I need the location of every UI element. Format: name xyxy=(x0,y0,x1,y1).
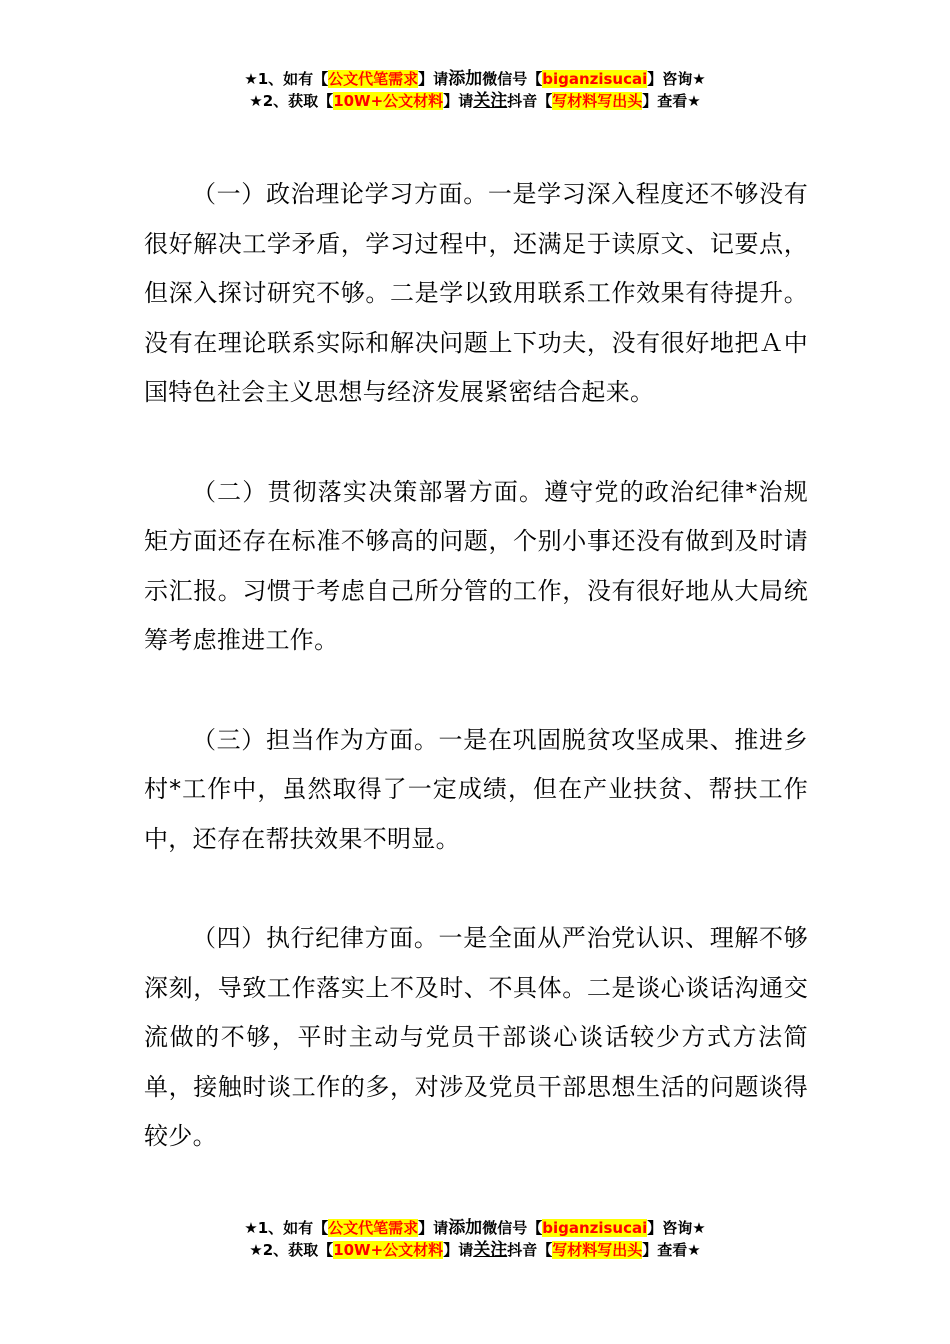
banner-text: 】请 xyxy=(443,92,474,110)
banner-highlight: 写材料写出头 xyxy=(552,1241,643,1259)
banner-text: ★1、如有【 xyxy=(244,1219,329,1237)
banner-highlight: biganzisucai xyxy=(542,1219,648,1237)
banner-text: 】咨询★ xyxy=(647,70,706,88)
banner-line-2 xyxy=(0,90,950,112)
banner-text: ★2、获取【 xyxy=(249,92,334,110)
banner-text: 】查看★ xyxy=(642,92,701,110)
banner-text: 】查看★ xyxy=(642,1241,701,1259)
banner-emphasis: 添加 xyxy=(448,69,483,89)
banner-text: 】请 xyxy=(418,70,449,88)
banner-text: 】请 xyxy=(443,1241,474,1259)
banner-line-2 xyxy=(0,1239,950,1261)
document-body xyxy=(144,170,808,1211)
banner-highlight: 公文代笔需求 xyxy=(328,1219,419,1237)
banner-text: ★1、如有【 xyxy=(244,70,329,88)
banner-emphasis: 关注 xyxy=(473,91,508,111)
header-banner xyxy=(0,68,950,112)
paragraph-responsibility: （三）担当作为方面。一是在巩固脱贫攻坚成果、推进乡村*工作中，虽然取得了一定成绩，但在产业扶贫、帮扶工作中，还存在帮扶效果不明显。 xyxy=(144,725,808,853)
banner-text: 微信号【 xyxy=(482,70,543,88)
banner-text: 】请 xyxy=(418,1219,449,1237)
banner-line-1 xyxy=(0,1217,950,1239)
banner-highlight: 10W+公文材料 xyxy=(333,1241,444,1259)
paragraph-discipline: （四）执行纪律方面。一是全面从严治党认识、理解不够深刻，导致工作落实上不及时、不具体。二是谈心谈话沟通交流做的不够，平时主动与党员干部谈心谈话较少方式方法简单，接触时谈工作的多，对涉及党员干部思想生活的问题谈得较少。 xyxy=(144,923,808,1151)
banner-text: 抖音【 xyxy=(507,1241,553,1259)
paragraph-implementation: （二）贯彻落实决策部署方面。遵守党的政治纪律*治规矩方面还存在标准不够高的问题，个别小事还没有做到及时请示汇报。习惯于考虑自己所分管的工作，没有很好地从大局统筹考虑推进工作。 xyxy=(144,477,808,655)
banner-text: 微信号【 xyxy=(482,1219,543,1237)
paragraph-political-theory: （一）政治理论学习方面。一是学习深入程度还不够没有很好解决工学矛盾，学习过程中，还满足于读原文、记要点，但深入探讨研究不够。二是学以致用联系工作效果有待提升。没有在理论联系实际和解决问题上下功夫，没有很好地把Ａ中国特色社会主义思想与经济发展紧密结合起来。 xyxy=(144,180,808,407)
banner-emphasis: 添加 xyxy=(448,1218,483,1238)
banner-highlight: 10W+公文材料 xyxy=(333,92,444,110)
banner-text: 】咨询★ xyxy=(647,1219,706,1237)
banner-emphasis: 关注 xyxy=(473,1240,508,1260)
banner-line-1 xyxy=(0,68,950,90)
banner-text: ★2、获取【 xyxy=(249,1241,334,1259)
banner-highlight: biganzisucai xyxy=(542,70,648,88)
banner-highlight: 公文代笔需求 xyxy=(328,70,419,88)
footer-banner xyxy=(0,1217,950,1261)
banner-highlight: 写材料写出头 xyxy=(552,92,643,110)
banner-text: 抖音【 xyxy=(507,92,553,110)
